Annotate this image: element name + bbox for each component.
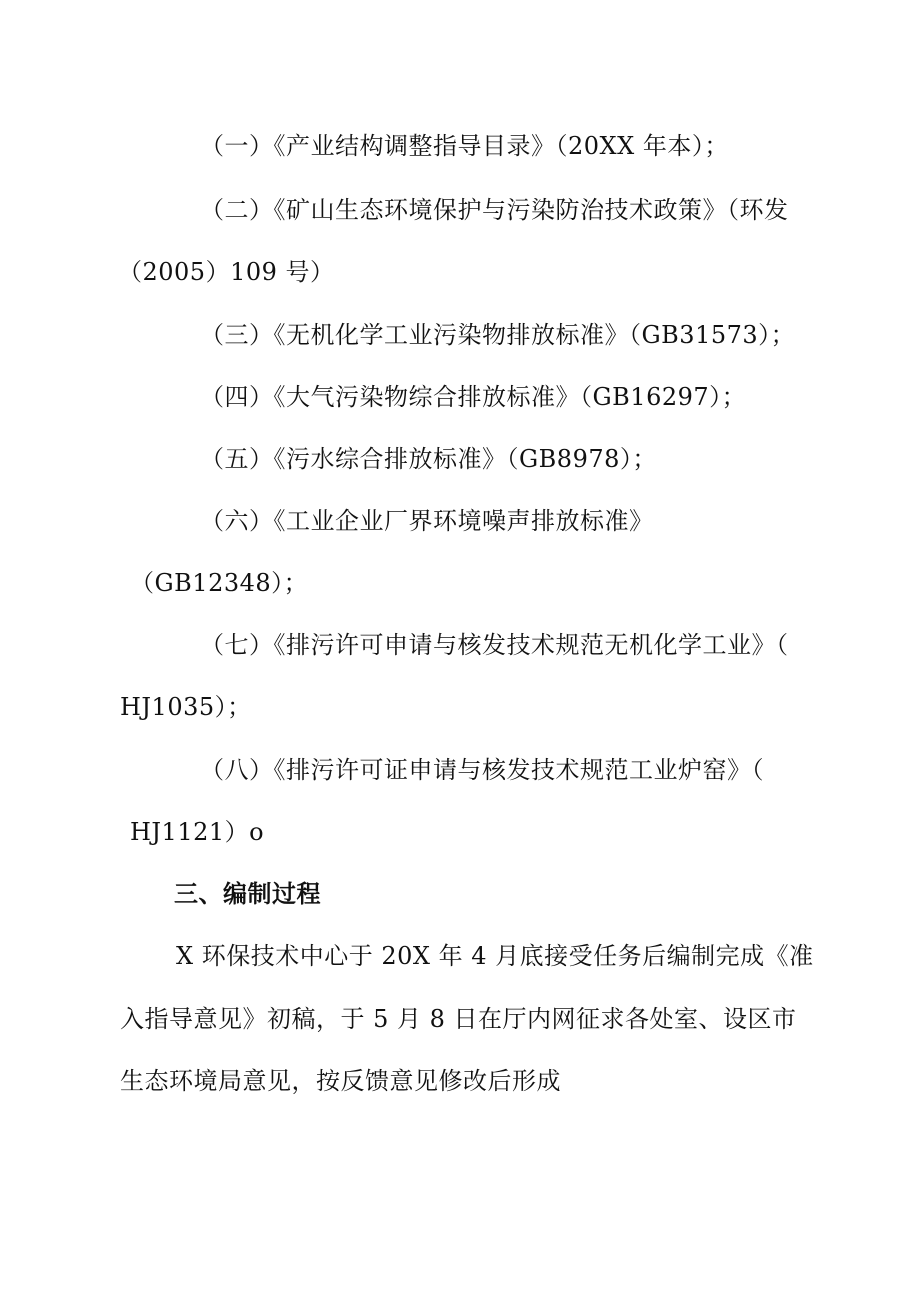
paragraph-line-2: 入指导意见》初稿，于 5 月 8 日在厅内网征求各处室、设区市 xyxy=(120,1005,797,1033)
reference-item-6: （六）《工业企业厂界环境噪声排放标准》 xyxy=(200,507,654,535)
reference-item-4: （四）《大气污染物综合排放标准》（GB16297）； xyxy=(200,383,747,411)
reference-item-8: （八）《排污许可证申请与核发技术规范工业炉窑》（ xyxy=(200,756,764,784)
reference-item-5: （五）《污水综合排放标准》（GB8978）； xyxy=(200,445,657,473)
reference-item-2: （二）《矿山生态环境保护与污染防治技术政策》（环发 xyxy=(200,196,789,224)
paragraph-line-3: 生态环境局意见，按反馈意见修改后形成 xyxy=(120,1067,561,1095)
reference-item-7-continued: HJ1035）； xyxy=(120,693,252,721)
reference-item-3: （三）《无机化学工业污染物排放标准》（GB31573）； xyxy=(200,321,796,349)
paragraph-line-1: X 环保技术中心于 20X 年 4 月底接受任务后编制完成《准 xyxy=(176,942,814,970)
section-heading: 三、编制过程 xyxy=(174,880,321,908)
reference-item-2-continued: （2005）109 号） xyxy=(118,258,335,286)
reference-item-6-continued: （GB12348）； xyxy=(130,569,309,597)
reference-item-8-continued: HJ1121）o xyxy=(130,818,265,846)
reference-item-7: （七）《排污许可申请与核发技术规范无机化学工业》（ xyxy=(200,631,789,659)
reference-item-1: （一）《产业结构调整指导目录》（20XX 年本）； xyxy=(200,132,729,160)
